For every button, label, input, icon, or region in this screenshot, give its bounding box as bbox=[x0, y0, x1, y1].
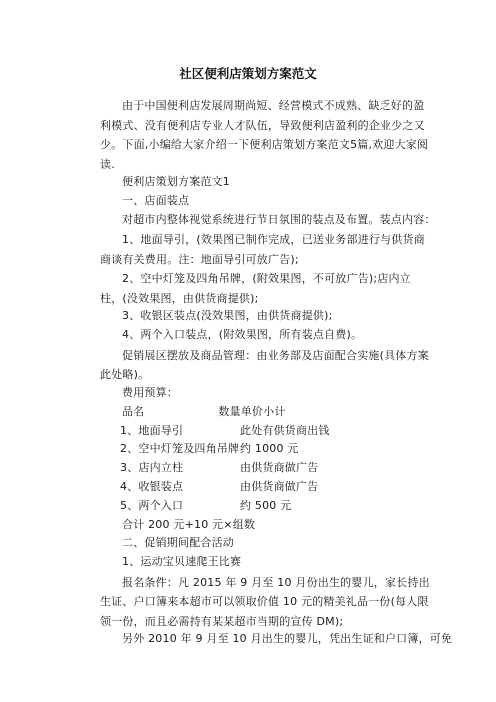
activity1-heading: 1、运动宝贝速爬王比赛 bbox=[122, 555, 242, 569]
budget-item-value: 此处有供货商出钱 bbox=[240, 423, 330, 437]
budget-item-name: 2、空中灯笼及四角吊牌 bbox=[120, 442, 240, 456]
budget-row bbox=[100, 441, 430, 460]
budget-row bbox=[100, 498, 430, 517]
budget-total: 合计 200 元+10 元×组数 bbox=[122, 517, 256, 531]
budget-item-name: 1、地面导引 bbox=[120, 423, 184, 437]
section1-heading: 一、店面装点 bbox=[122, 193, 190, 207]
decoration-item-3: 3、收银区装点(没效果图，由供货商提供); bbox=[122, 309, 333, 323]
budget-row bbox=[100, 479, 430, 498]
budget-item-value: 约 1000 元 bbox=[240, 442, 299, 456]
decoration-item-1: 1、地面导引，(效果图已制作完成，已送业务部进行与供货商商谈有关费用。注：地面导引可放广告); bbox=[100, 233, 425, 266]
budget-item-name: 4、收银装点 bbox=[120, 479, 184, 493]
decoration-item-2: 2、空中灯笼及四角吊牌，(附效果图，不可放广告);店内立柱，(没效果图，由供货商提供); bbox=[100, 272, 411, 305]
budget-label: 费用预算： bbox=[122, 385, 178, 399]
budget-item-name: 5、两个入口 bbox=[120, 498, 184, 512]
promo-area-paragraph: 促销展区摆放及商品管理：由业务部及店面配合实施(具体方案此处略)。 bbox=[100, 348, 429, 382]
activity1-continued: 另外 2010 年 9 月至 10 月出生的婴儿，凭出生证和户口簿，可免 bbox=[122, 632, 453, 646]
sample-heading: 便利店策划方案范文1 bbox=[122, 175, 230, 188]
intro-paragraph: 由于中国便利店发展周期尚短、经营模式不成熟、缺乏好的盈利模式、没有便利店专业人才队伍，导致便利店盈利的企业少之又少。下面,小编给大家介绍一下便利店策划方案范文5篇,欢迎大家阅读. bbox=[100, 99, 429, 171]
section1-description: 对超市内整体视觉系统进行节日氛围的装点及布置。装点内容： bbox=[122, 212, 436, 226]
budget-item-value: 由供货商做广告 bbox=[240, 461, 319, 475]
activity1-paragraph: 报名条件：凡 2015 年 9 月至 10 月份出生的婴儿，家长持出生证、户口簿来本超市可以领取价值 10 元的精美礼品一份(每人限领一份，而且必需持有某某超市当期的宣传 DM); bbox=[100, 575, 430, 628]
budget-item-value: 约 500 元 bbox=[240, 498, 292, 512]
budget-item-value: 由供货商做广告 bbox=[240, 479, 319, 493]
document-title: 社区便利店策划方案范文 bbox=[179, 66, 317, 81]
budget-row bbox=[100, 423, 430, 442]
section2-heading: 二、促销期间配合活动 bbox=[122, 536, 234, 550]
budget-table-header: 品名 数量单价小计 bbox=[122, 404, 286, 418]
budget-row bbox=[100, 460, 430, 479]
document-body bbox=[100, 96, 453, 650]
budget-item-name: 3、店内立柱 bbox=[120, 461, 184, 475]
decoration-item-4: 4、两个入口装点，(附效果图，所有装点自费)。 bbox=[122, 328, 363, 342]
